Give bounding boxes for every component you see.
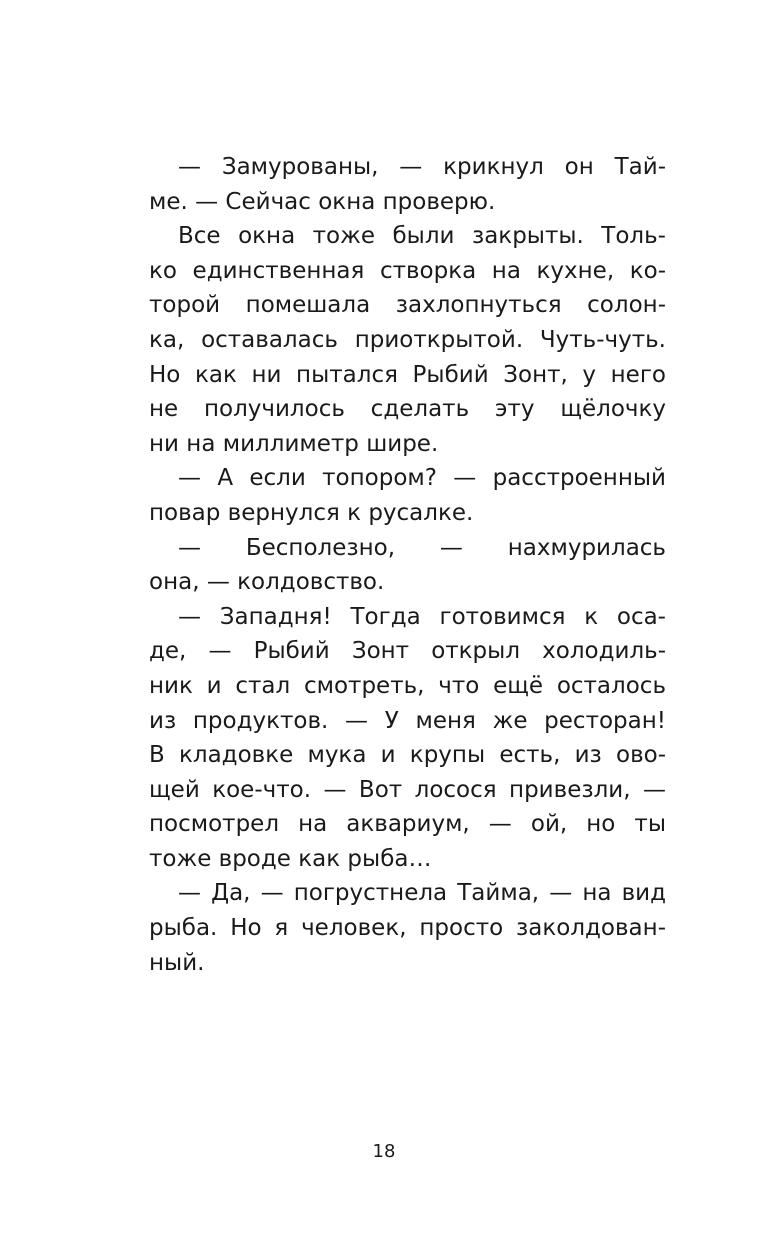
text-line: тоже вроде как рыба… xyxy=(149,845,432,872)
text-line: посмотрел на аквариум, — ой, но ты xyxy=(149,811,666,838)
text-line: не получилось сделать эту щёлочку xyxy=(149,396,666,423)
text-line: рыба. Но я человек, просто заколдован- xyxy=(149,915,666,942)
page-number: 18 xyxy=(372,1141,396,1162)
text-line: Но как ни пытался Рыбий Зонт, у него xyxy=(149,361,666,388)
text-line: ко единственная створка на кухне, ко- xyxy=(149,257,666,284)
text-line: повар вернулся к русалке. xyxy=(149,499,474,526)
page-body-text xyxy=(149,150,666,980)
text-line: ный. xyxy=(149,949,205,976)
text-line: В кладовке мука и крупы есть, из ово- xyxy=(149,742,666,769)
text-line: она, — колдовство. xyxy=(149,569,385,596)
text-line: — Западня! Тогда готовимся к оса- xyxy=(178,603,666,630)
text-line: — Замурованы, — крикнул он Тай- xyxy=(178,154,666,180)
text-line: — Да, — погрустнела Тайма, — на вид xyxy=(178,880,666,907)
text-line: ни на миллиметр шире. xyxy=(149,430,439,457)
text-line: ме. — Сейчас окна проверю. xyxy=(149,188,496,215)
text-line: щей кое-что. — Вот лосося привезли, — xyxy=(149,776,666,803)
text-line: торой помешала захлопнуться солон- xyxy=(149,292,666,319)
text-line: Все окна тоже были закрыты. Толь- xyxy=(178,223,666,250)
text-line: ка, оставалась приоткрытой. Чуть-чуть. xyxy=(149,326,666,353)
text-line: де, — Рыбий Зонт открыл холодиль- xyxy=(149,638,666,665)
text-line: — Бесполезно, — нахмурилась xyxy=(178,534,666,561)
text-line: — А если топором? — расстроенный xyxy=(178,465,666,492)
text-line: из продуктов. — У меня же ресторан! xyxy=(149,707,666,734)
text-line: ник и стал смотреть, что ещё осталось xyxy=(149,672,666,699)
